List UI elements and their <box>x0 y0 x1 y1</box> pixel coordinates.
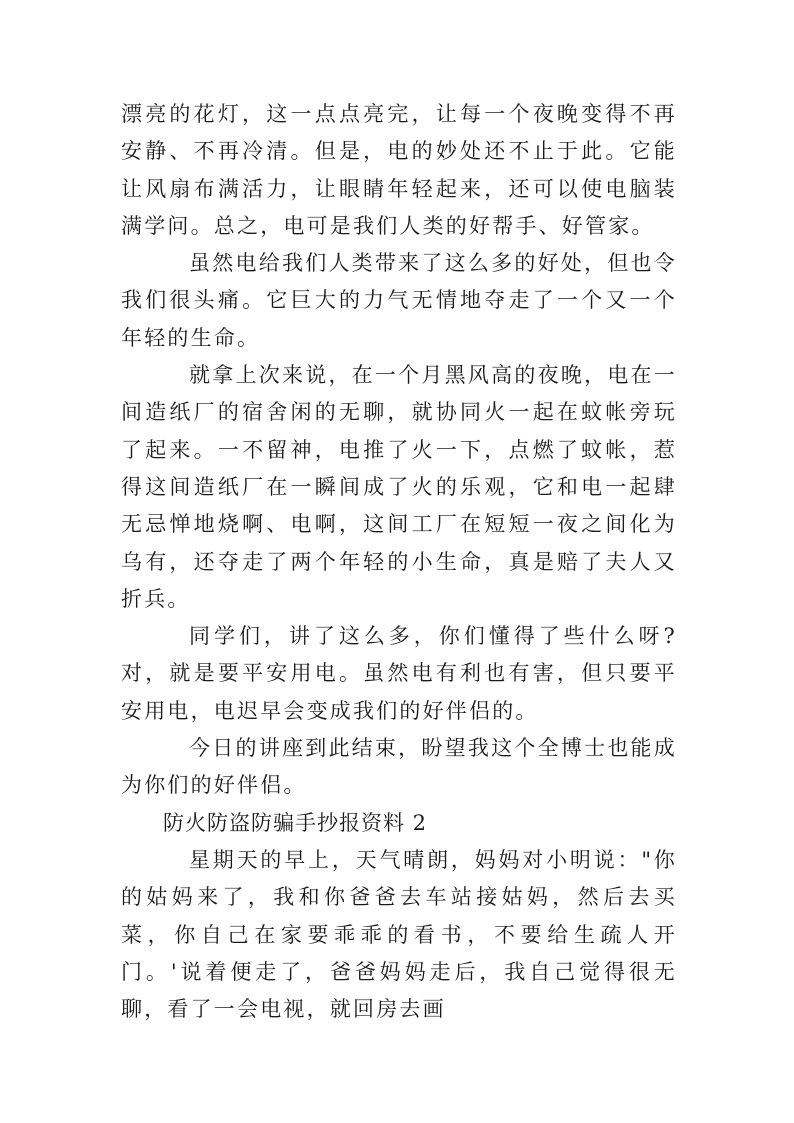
document-body <box>121 96 677 1028</box>
paragraph-safe-electricity: 同学们，讲了这么多，你们懂得了些什么呀?对，就是要平安用电。虽然电有利也有害，但只要平安用电，电迟早会变成我们的好伴侣的。 <box>121 624 677 723</box>
paragraph-sunday-story: 星期天的早上，天气晴朗，妈妈对小明说："你的姑妈来了，我和你爸爸去车站接姑妈，然后去买菜，你自己在家要乖乖的看书，不要给生疏人开门。'说着便走了，爸爸妈妈走后，我自己觉得很无聊，看了一会电视，就回房去画 <box>121 847 677 1022</box>
paragraph-electricity-dangers: 虽然电给我们人类带来了这么多的好处，但也令我们很头痛。它巨大的力气无情地夺走了一个又一个年轻的生命。 <box>121 251 677 350</box>
section-heading: 防火防盗防骗手抄报资料 2 <box>163 810 428 835</box>
paragraph-lecture-ending: 今日的讲座到此结束，盼望我这个全博士也能成为你们的好伴侣。 <box>121 736 677 798</box>
paragraph-paper-mill-fire: 就拿上次来说，在一个月黑风高的夜晚，电在一间造纸厂的宿舍闲的无聊，就协同火一起在蚊帐旁玩了起来。一不留神，电推了火一下，点燃了蚊帐，惹得这间造纸厂在一瞬间成了火的乐观，它和电一起肆无忌惮地烧啊、电啊，这间工厂在短短一夜之间化为乌有，还夺走了两个年轻的小生命，真是赔了夫人又折兵。 <box>121 363 677 611</box>
paragraph-electricity-benefits: 漂亮的花灯，这一点点亮完，让每一个夜晚变得不再安静、不再冷清。但是，电的妙处还不止于此。它能让风扇布满活力，让眼睛年轻起来，还可以使电脑装满学问。总之，电可是我们人类的好帮手、好管家。 <box>121 102 677 238</box>
